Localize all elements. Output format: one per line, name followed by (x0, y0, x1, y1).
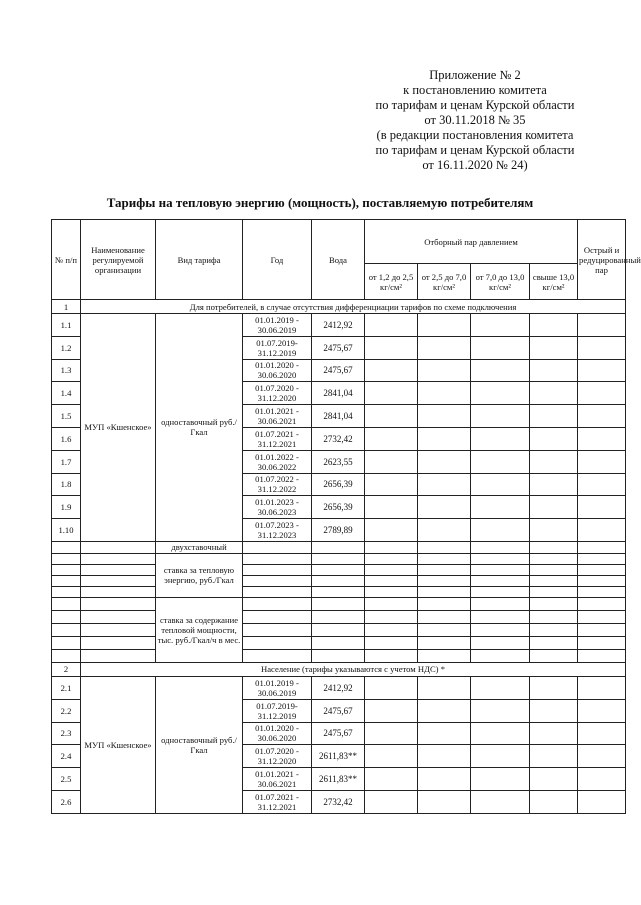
table-cell (312, 564, 365, 575)
table-cell (471, 636, 530, 649)
table-cell (418, 473, 471, 496)
table-cell (243, 553, 312, 564)
water-value: 2732,42 (312, 427, 365, 450)
row-num: 2.2 (52, 699, 81, 722)
water-value: 2412,92 (312, 314, 365, 337)
table-cell (530, 636, 578, 649)
water-value: 2623,55 (312, 450, 365, 473)
table-cell (578, 553, 626, 564)
table-cell (418, 790, 471, 813)
period: 01.07.2020 - 31.12.2020 (243, 745, 312, 768)
header-line: по тарифам и ценам Курской области (375, 143, 575, 157)
table-row (52, 300, 626, 314)
table-row (52, 575, 626, 586)
table-cell (52, 649, 81, 662)
table-cell (418, 450, 471, 473)
org-name: МУП «Кшенское» (81, 676, 156, 813)
period: 01.07.2020 - 31.12.2020 (243, 382, 312, 405)
table-cell (312, 610, 365, 623)
water-value: 2732,42 (312, 790, 365, 813)
table-cell (530, 722, 578, 745)
table-cell (365, 699, 418, 722)
row-num: 2.6 (52, 790, 81, 813)
table-cell (365, 314, 418, 337)
table-cell (365, 649, 418, 662)
row-num: 1.8 (52, 473, 81, 496)
table-cell (81, 597, 156, 610)
table-cell (418, 336, 471, 359)
table-cell (243, 597, 312, 610)
table-cell (471, 314, 530, 337)
table-row (52, 649, 626, 662)
table-cell (418, 610, 471, 623)
table-cell (81, 541, 156, 553)
header-line: к постановлению комитета (403, 83, 547, 97)
table-cell (52, 553, 81, 564)
table-cell (530, 597, 578, 610)
table-cell (81, 610, 156, 623)
table-cell (578, 676, 626, 699)
table-cell (578, 564, 626, 575)
table-cell (530, 336, 578, 359)
table-cell (471, 575, 530, 586)
table-cell (81, 575, 156, 586)
table-cell (418, 745, 471, 768)
table-cell (81, 623, 156, 636)
table-cell (530, 699, 578, 722)
water-value: 2656,39 (312, 496, 365, 519)
table-cell (365, 553, 418, 564)
water-value: 2611,83** (312, 745, 365, 768)
table-cell (52, 575, 81, 586)
table-cell (243, 623, 312, 636)
table-cell (365, 676, 418, 699)
table-cell (418, 586, 471, 597)
org-name: МУП «Кшенское» (81, 314, 156, 542)
table-row (52, 623, 626, 636)
table-cell (578, 597, 626, 610)
table-cell (365, 745, 418, 768)
row-num: 1.2 (52, 336, 81, 359)
table-cell (365, 405, 418, 428)
col-header-water: Вода (312, 220, 365, 300)
table-cell (578, 336, 626, 359)
period: 01.07.2021 - 31.12.2021 (243, 427, 312, 450)
water-value: 2475,67 (312, 699, 365, 722)
table-cell (81, 564, 156, 575)
col-header-year: Год (243, 220, 312, 300)
table-cell (365, 336, 418, 359)
table-cell (365, 359, 418, 382)
table-cell (530, 382, 578, 405)
table-cell (471, 790, 530, 813)
table-cell (530, 623, 578, 636)
table-row (52, 636, 626, 649)
table-cell (418, 722, 471, 745)
period: 01.01.2022 - 30.06.2022 (243, 450, 312, 473)
table-cell (471, 359, 530, 382)
table-cell (312, 553, 365, 564)
table-cell (578, 649, 626, 662)
table-cell (578, 745, 626, 768)
table-cell (471, 336, 530, 359)
table-cell (471, 564, 530, 575)
table-cell (471, 519, 530, 542)
table-cell (530, 745, 578, 768)
table-row (52, 610, 626, 623)
table-cell (418, 636, 471, 649)
water-value: 2611,83** (312, 768, 365, 791)
table-cell (471, 676, 530, 699)
col-header-tariff-type: Вид тарифа (156, 220, 243, 300)
table-cell (52, 541, 81, 553)
table-cell (418, 699, 471, 722)
table-cell (578, 699, 626, 722)
table-cell (471, 553, 530, 564)
table-cell (578, 790, 626, 813)
table-cell (365, 586, 418, 597)
table-cell (578, 450, 626, 473)
table-cell (418, 649, 471, 662)
col-header-org: Наименование регулируемой организации (81, 220, 156, 300)
table-cell (52, 597, 81, 610)
period: 01.07.2019- 31.12.2019 (243, 699, 312, 722)
table-cell (578, 610, 626, 623)
table-cell (578, 722, 626, 745)
table-cell (418, 623, 471, 636)
period: 01.01.2020 - 30.06.2020 (243, 722, 312, 745)
table-cell (530, 427, 578, 450)
table-row (52, 314, 626, 337)
header-line: от 30.11.2018 № 35 (424, 113, 526, 127)
table-cell (365, 473, 418, 496)
table-cell (312, 575, 365, 586)
table-cell (530, 405, 578, 428)
table-cell (578, 575, 626, 586)
table-cell (365, 768, 418, 791)
table-cell (471, 541, 530, 553)
period: 01.01.2019 - 30.06.2019 (243, 314, 312, 337)
table-cell (365, 597, 418, 610)
table-cell (243, 610, 312, 623)
col-header-num: № п/п (52, 220, 81, 300)
table-cell (471, 473, 530, 496)
col-header-steam-2: от 2,5 до 7,0 кг/см² (418, 264, 471, 300)
header-line: от 16.11.2020 № 24) (422, 158, 528, 172)
table-cell (530, 676, 578, 699)
table-cell (471, 649, 530, 662)
table-cell (471, 597, 530, 610)
table-cell (365, 564, 418, 575)
row-num: 1.10 (52, 519, 81, 542)
table-cell (578, 623, 626, 636)
table-cell (578, 586, 626, 597)
water-value: 2841,04 (312, 405, 365, 428)
header-line: (в редакции постановления комитета (376, 128, 574, 142)
table-cell (52, 636, 81, 649)
table-cell (418, 405, 471, 428)
table-cell (418, 519, 471, 542)
table-cell (81, 586, 156, 597)
row-num: 2.4 (52, 745, 81, 768)
table-cell (365, 722, 418, 745)
period: 01.07.2021 - 31.12.2021 (243, 790, 312, 813)
table-cell (530, 519, 578, 542)
table-row (52, 662, 626, 676)
table-cell (365, 636, 418, 649)
table-cell (243, 636, 312, 649)
table-cell (81, 636, 156, 649)
col-header-steam-1: от 1,2 до 2,5 кг/см² (365, 264, 418, 300)
header-line: Приложение № 2 (429, 68, 521, 82)
table-cell (52, 623, 81, 636)
table-cell (530, 541, 578, 553)
row-num: 1.4 (52, 382, 81, 405)
capacity-rate: ставка за содержание тепловой мощности, тыс. руб./Гкал/ч в мес. (156, 597, 243, 662)
section-label: Для потребителей, в случае отсутствия дифференциации тарифов по схеме подключения (81, 300, 626, 314)
table-cell (471, 722, 530, 745)
period: 01.01.2021 - 30.06.2021 (243, 405, 312, 428)
row-num: 1.1 (52, 314, 81, 337)
row-num: 1.9 (52, 496, 81, 519)
row-num: 1.7 (52, 450, 81, 473)
table-cell (312, 597, 365, 610)
table-cell (418, 427, 471, 450)
table-row (52, 541, 626, 553)
period: 01.07.2019- 31.12.2019 (243, 336, 312, 359)
table-cell (578, 541, 626, 553)
table-cell (312, 649, 365, 662)
col-header-sharp-steam: Острый и редуцированный пар (578, 220, 626, 300)
table-cell (365, 575, 418, 586)
table-cell (365, 450, 418, 473)
water-value: 2656,39 (312, 473, 365, 496)
table-cell (530, 610, 578, 623)
table-cell (471, 586, 530, 597)
table-row (52, 676, 626, 699)
table-cell (418, 597, 471, 610)
period: 01.01.2023 - 30.06.2023 (243, 496, 312, 519)
table-cell (578, 768, 626, 791)
table-cell (578, 496, 626, 519)
table-cell (471, 699, 530, 722)
tariff-table (51, 219, 641, 814)
table-cell (530, 450, 578, 473)
table-cell (52, 610, 81, 623)
table-cell (471, 496, 530, 519)
row-num: 1.6 (52, 427, 81, 450)
table-cell (578, 473, 626, 496)
table-cell (312, 541, 365, 553)
table-row (52, 586, 626, 597)
table-cell (81, 553, 156, 564)
table-cell (418, 768, 471, 791)
row-num: 2.1 (52, 676, 81, 699)
table-cell (530, 790, 578, 813)
water-value: 2475,67 (312, 359, 365, 382)
col-header-steam: Отборный пар давлением (365, 220, 578, 264)
table-cell (530, 553, 578, 564)
period: 01.01.2021 - 30.06.2021 (243, 768, 312, 791)
table-row (52, 597, 626, 610)
table-cell (471, 450, 530, 473)
two-part-tariff: двухставочный (156, 541, 243, 553)
table-cell (243, 649, 312, 662)
water-value: 2412,92 (312, 676, 365, 699)
tariff-type: одноставочный руб./Гкал (156, 314, 243, 542)
table-cell (530, 586, 578, 597)
table-cell (418, 553, 471, 564)
table-cell (365, 519, 418, 542)
period: 01.01.2020 - 30.06.2020 (243, 359, 312, 382)
water-value: 2475,67 (312, 722, 365, 745)
table-cell (243, 575, 312, 586)
table-cell (52, 586, 81, 597)
water-value: 2789,89 (312, 519, 365, 542)
section-num: 2 (52, 662, 81, 676)
table-cell (418, 496, 471, 519)
table-cell (418, 564, 471, 575)
table-cell (471, 427, 530, 450)
table-cell (52, 564, 81, 575)
table-cell (578, 636, 626, 649)
row-num: 2.5 (52, 768, 81, 791)
col-header-steam-3: от 7,0 до 13,0 кг/см² (471, 264, 530, 300)
table-cell (578, 405, 626, 428)
table-cell (365, 610, 418, 623)
table-cell (530, 768, 578, 791)
table-cell (471, 405, 530, 428)
table-cell (312, 623, 365, 636)
table-cell (243, 541, 312, 553)
table-cell (418, 676, 471, 699)
table-cell (471, 610, 530, 623)
table-cell (471, 745, 530, 768)
table-cell (312, 636, 365, 649)
table-cell (365, 541, 418, 553)
table-cell (530, 359, 578, 382)
table-cell (81, 649, 156, 662)
water-value: 2841,04 (312, 382, 365, 405)
period: 01.07.2022 - 31.12.2022 (243, 473, 312, 496)
table-cell (530, 575, 578, 586)
period: 01.01.2019 - 30.06.2019 (243, 676, 312, 699)
table-cell (365, 382, 418, 405)
table-row (52, 553, 626, 564)
table-cell (578, 519, 626, 542)
period: 01.07.2023 - 31.12.2023 (243, 519, 312, 542)
table-cell (471, 768, 530, 791)
row-num: 1.3 (52, 359, 81, 382)
document-header (330, 68, 620, 173)
table-cell (418, 314, 471, 337)
table-cell (530, 473, 578, 496)
table-cell (418, 575, 471, 586)
header-line: по тарифам и ценам Курской области (375, 98, 575, 112)
table-cell (578, 314, 626, 337)
table-cell (418, 541, 471, 553)
table-cell (530, 314, 578, 337)
energy-rate: ставка за тепловую энергию, руб./Гкал (156, 553, 243, 597)
document-title: Тарифы на тепловую энергию (мощность), поставляемую потребителям (106, 195, 534, 210)
table-cell (365, 427, 418, 450)
table-cell (418, 359, 471, 382)
row-num: 2.3 (52, 722, 81, 745)
row-num: 1.5 (52, 405, 81, 428)
table-cell (312, 586, 365, 597)
table-cell (365, 496, 418, 519)
table-row (52, 564, 626, 575)
col-header-steam-4: свыше 13,0 кг/см² (530, 264, 578, 300)
table-cell (243, 586, 312, 597)
table-cell (471, 623, 530, 636)
table-cell (530, 496, 578, 519)
table-cell (578, 427, 626, 450)
table-cell (365, 790, 418, 813)
table-cell (530, 649, 578, 662)
table-cell (418, 382, 471, 405)
table-cell (578, 359, 626, 382)
section-label: Население (тарифы указываются с учетом НДС) * (81, 662, 626, 676)
table-cell (243, 564, 312, 575)
table-cell (530, 564, 578, 575)
tariff-type: одноставочный руб./Гкал (156, 676, 243, 813)
water-value: 2475,67 (312, 336, 365, 359)
table-cell (365, 623, 418, 636)
section-num: 1 (52, 300, 81, 314)
table-cell (578, 382, 626, 405)
table-cell (471, 382, 530, 405)
